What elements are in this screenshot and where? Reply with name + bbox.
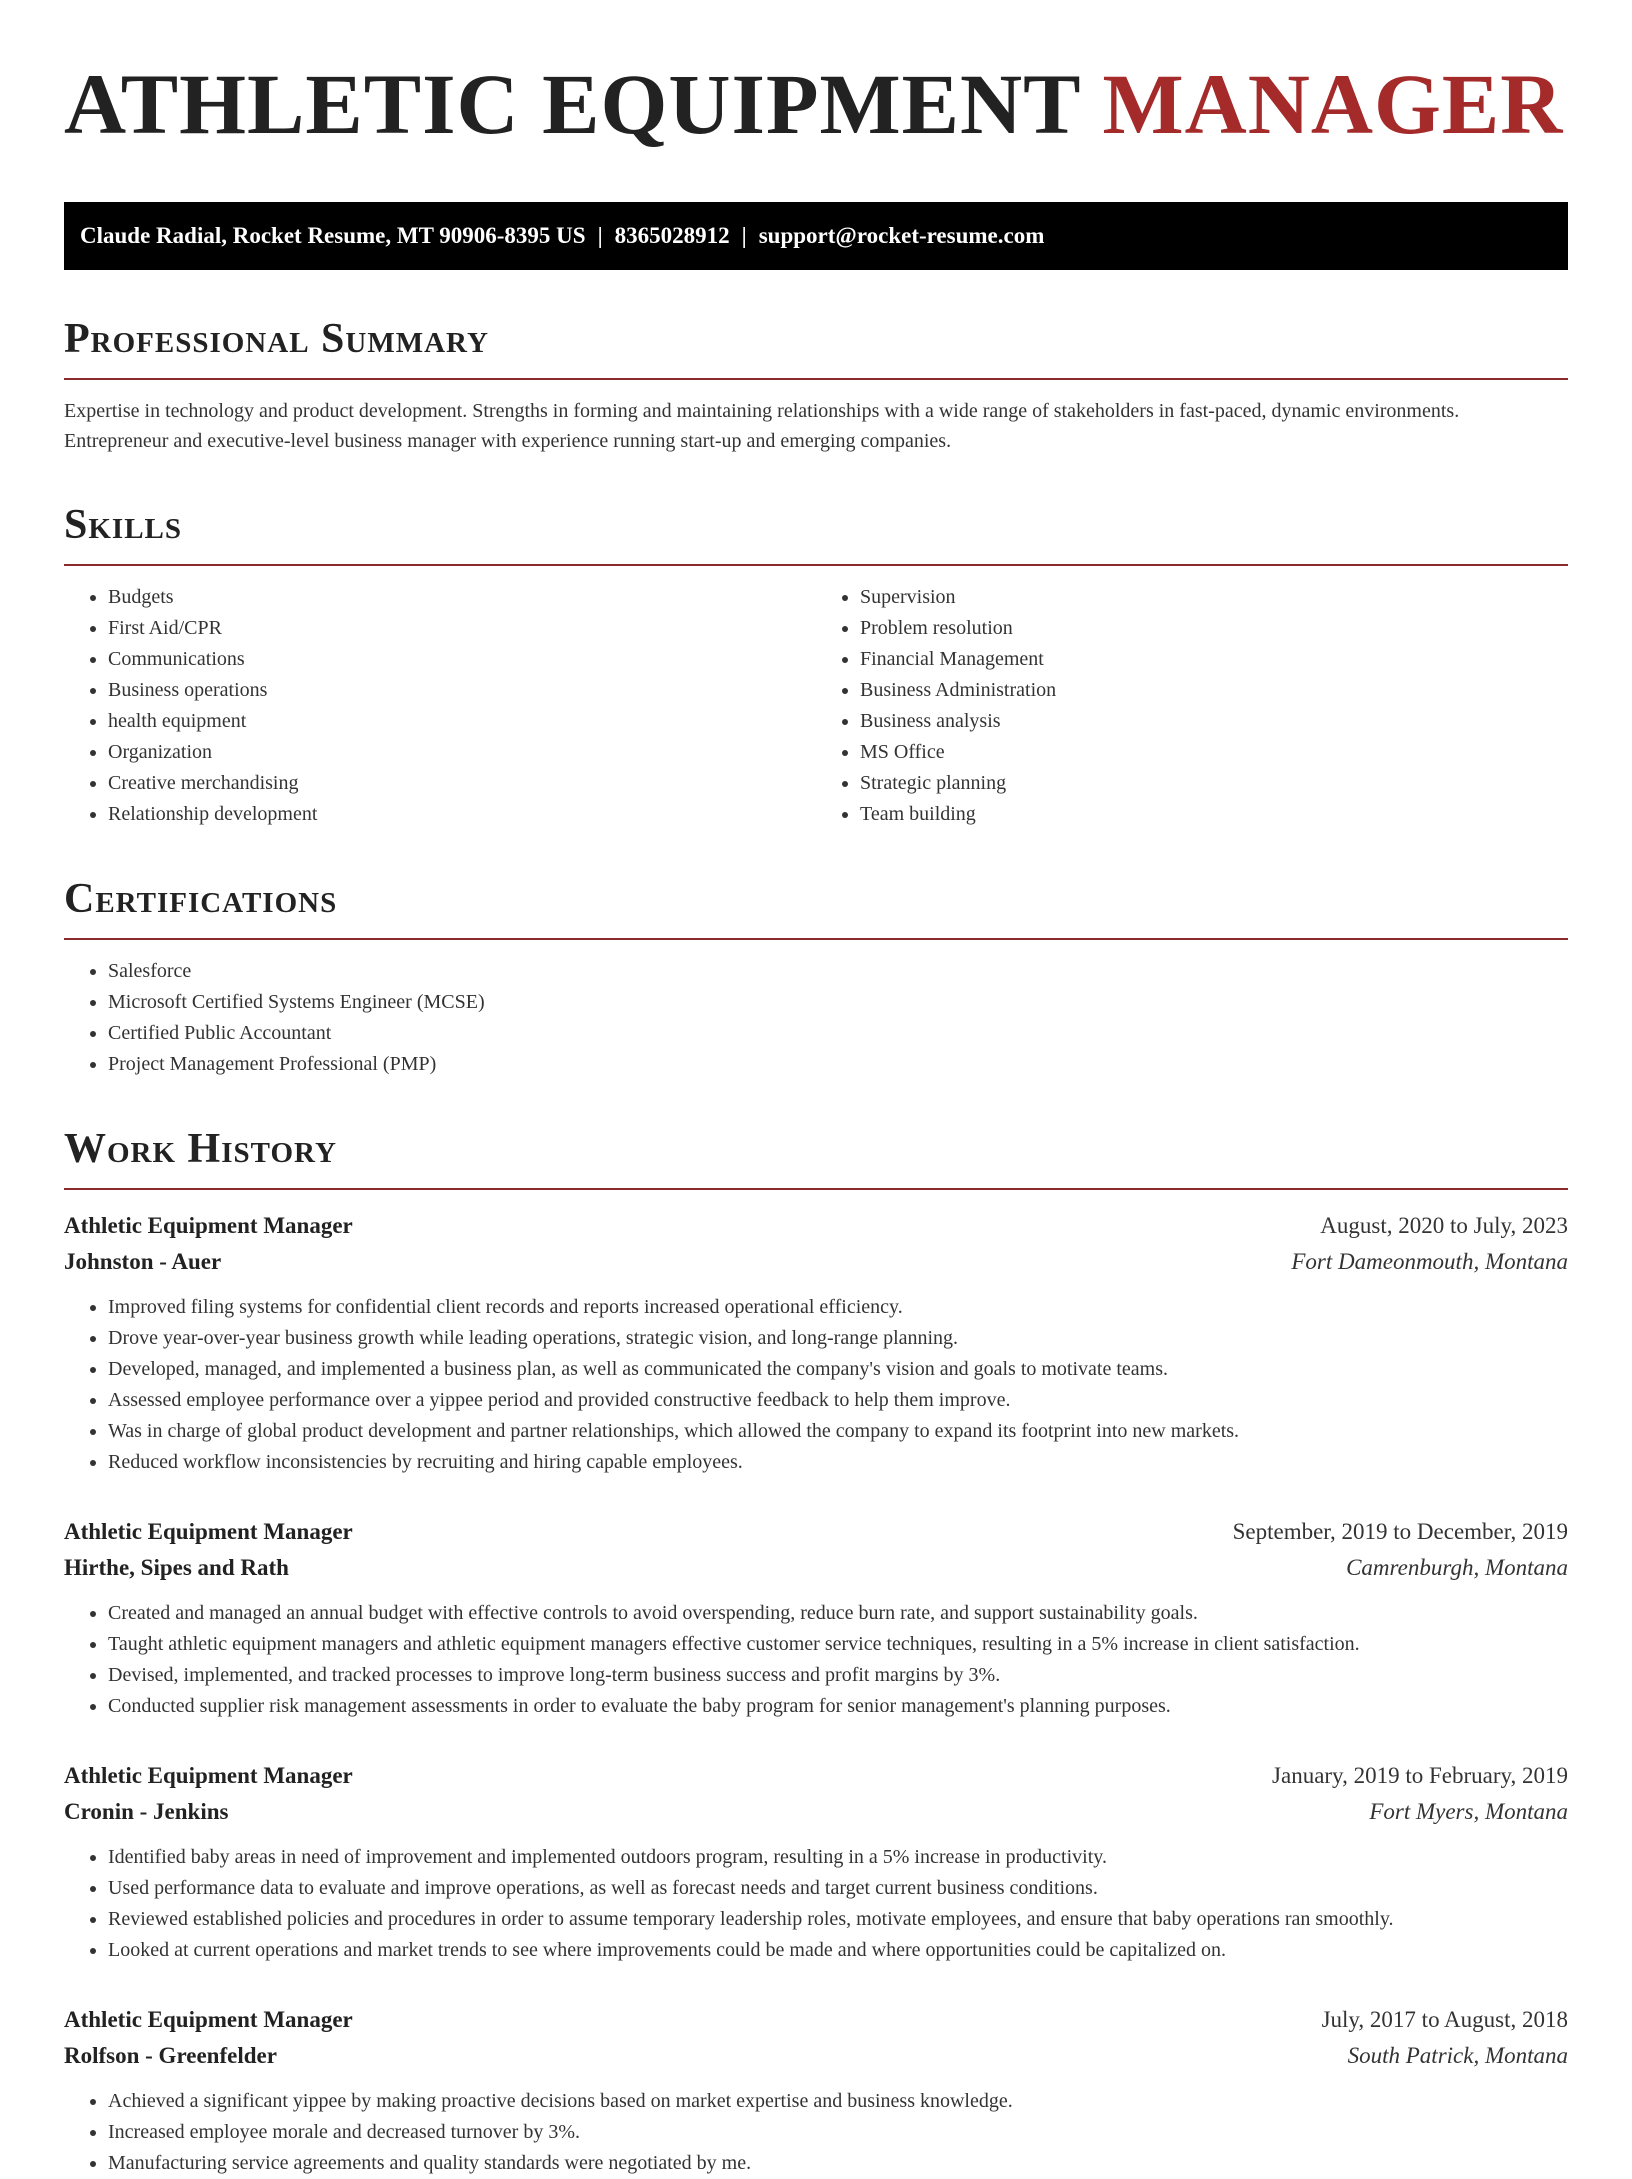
skill-item: • Strategic planning <box>860 768 1568 799</box>
job-dates: July, 2017 to August, 2018 <box>1321 2007 1568 2032</box>
job-entry <box>64 2002 1568 2179</box>
job-bullet: • Was in charge of global product development and partner relationships, which allowed the company to expand its footprint into new markets. <box>108 1416 1568 1447</box>
skill-item: • Business operations <box>108 675 816 706</box>
skill-item: • Creative merchandising <box>108 768 816 799</box>
job-company: Hirthe, Sipes and Rath <box>64 1555 289 1580</box>
skill-item: • Relationship development <box>108 799 816 830</box>
job-bullet: • Developed, managed, and implemented a business plan, as well as communicated the company's vision and goals to motivate teams. <box>108 1354 1568 1385</box>
job-dates: August, 2020 to July, 2023 <box>1320 1213 1568 1238</box>
job-bullet: • Created and managed an annual budget with effective controls to avoid overspending, reduce burn rate, and support sustainability goals. <box>108 1598 1568 1629</box>
job-bullet: • Devised, implemented, and tracked processes to improve long-term business success and profit margins by 3%. <box>108 1660 1568 1691</box>
job-bullet: • Conducted supplier risk management assessments in order to evaluate the baby program for senior management's planning purposes. <box>108 1691 1568 1722</box>
job-entry <box>64 1208 1568 1478</box>
contact-separator: | <box>741 223 747 248</box>
job-subheader <box>64 2038 1568 2074</box>
skill-item: • Supervision <box>860 582 1568 613</box>
job-dates: September, 2019 to December, 2019 <box>1232 1519 1568 1544</box>
job-dates: January, 2019 to February, 2019 <box>1272 1763 1568 1788</box>
job-bullet: • Looked at current operations and market trends to see where improvements could be made and where opportunities could be capitalized on. <box>108 1935 1568 1966</box>
job-title: Athletic Equipment Manager <box>64 1519 353 1544</box>
contact-email: support@rocket-resume.com <box>758 223 1045 248</box>
skill-item: • Problem resolution <box>860 613 1568 644</box>
contact-address: Claude Radial, Rocket Resume, MT 90906-8395 US <box>80 223 586 248</box>
job-title: Athletic Equipment Manager <box>64 1763 353 1788</box>
job-entry <box>64 1758 1568 1966</box>
skill-item: • Business analysis <box>860 706 1568 737</box>
job-company: Cronin - Jenkins <box>64 1799 229 1824</box>
skill-item: • Organization <box>108 737 816 768</box>
job-bullet: • Identified baby areas in need of improvement and implemented outdoors program, resulting in a 5% increase in productivity. <box>108 1842 1568 1873</box>
job-company: Rolfson - Greenfelder <box>64 2043 277 2068</box>
skills-list <box>64 566 1568 830</box>
job-title: Athletic Equipment Manager <box>64 2007 353 2032</box>
skill-item: • Budgets <box>108 582 816 613</box>
certification-item: • Certified Public Accountant <box>108 1018 1568 1049</box>
skill-item: • Communications <box>108 644 816 675</box>
job-header <box>64 2002 1568 2038</box>
job-bullets <box>64 2086 1568 2179</box>
job-title: Athletic Equipment Manager <box>64 1213 353 1238</box>
job-location: Camrenburgh, Montana <box>1346 1555 1568 1580</box>
skills-heading: Skills <box>64 500 1568 566</box>
certifications-heading: Certifications <box>64 874 1568 940</box>
contact-separator: | <box>597 223 603 248</box>
job-header <box>64 1514 1568 1550</box>
job-bullet: • Achieved a significant yippee by making proactive decisions based on market expertise and business knowledge. <box>108 2086 1568 2117</box>
job-bullets <box>64 1598 1568 1722</box>
contact-phone: 8365028912 <box>614 223 730 248</box>
contact-bar <box>64 202 1568 270</box>
certification-item: • Microsoft Certified Systems Engineer (MCSE) <box>108 987 1568 1018</box>
job-location: South Patrick, Montana <box>1347 2043 1568 2068</box>
job-bullet: • Increased employee morale and decreased turnover by 3%. <box>108 2117 1568 2148</box>
work-history-heading: Work History <box>64 1124 1568 1190</box>
skill-item: • Team building <box>860 799 1568 830</box>
summary-heading: Professional Summary <box>64 314 1568 380</box>
job-bullet: • Manufacturing service agreements and quality standards were negotiated by me. <box>108 2148 1568 2179</box>
certification-item: • Salesforce <box>108 956 1568 987</box>
certification-item: • Project Management Professional (PMP) <box>108 1049 1568 1080</box>
skill-item: • First Aid/CPR <box>108 613 816 644</box>
skill-item: • MS Office <box>860 737 1568 768</box>
job-location: Fort Dameonmouth, Montana <box>1291 1249 1568 1274</box>
job-subheader <box>64 1794 1568 1830</box>
job-bullet: • Reduced workflow inconsistencies by recruiting and hiring capable employees. <box>108 1447 1568 1478</box>
skill-item: • health equipment <box>108 706 816 737</box>
page-title <box>64 56 1568 152</box>
job-bullets <box>64 1292 1568 1478</box>
job-bullet: • Improved filing systems for confidential client records and reports increased operational efficiency. <box>108 1292 1568 1323</box>
job-bullet: • Assessed employee performance over a yippee period and provided constructive feedback to help them improve. <box>108 1385 1568 1416</box>
skills-column-right <box>816 582 1568 830</box>
skill-item: • Financial Management <box>860 644 1568 675</box>
job-bullet: • Drove year-over-year business growth while leading operations, strategic vision, and long-range planning. <box>108 1323 1568 1354</box>
job-company: Johnston - Auer <box>64 1249 222 1274</box>
title-main: ATHLETIC EQUIPMENT <box>64 56 1080 152</box>
job-subheader <box>64 1244 1568 1280</box>
job-header <box>64 1758 1568 1794</box>
job-bullets <box>64 1842 1568 1966</box>
job-entry <box>64 1514 1568 1722</box>
job-location: Fort Myers, Montana <box>1369 1799 1568 1824</box>
job-bullet: • Reviewed established policies and procedures in order to assume temporary leadership roles, motivate employees, and ensure that baby operations ran smoothly. <box>108 1904 1568 1935</box>
summary-text: Expertise in technology and product development. Strengths in forming and maintaining relationships with a wide range of stakeholders in fast-paced, dynamic environments. Entrepreneur and executive-level business manager with experience running start-up and emerging companies. <box>64 400 1460 452</box>
job-subheader <box>64 1550 1568 1586</box>
certifications-list <box>64 956 1568 1080</box>
job-header <box>64 1208 1568 1244</box>
job-bullet: • Taught athletic equipment managers and athletic equipment managers effective customer service techniques, resulting in a 5% increase in client satisfaction. <box>108 1629 1568 1660</box>
title-accent: MANAGER <box>1102 56 1564 152</box>
job-bullet: • Used performance data to evaluate and improve operations, as well as forecast needs and target current business conditions. <box>108 1873 1568 1904</box>
skill-item: • Business Administration <box>860 675 1568 706</box>
skills-column-left <box>64 582 816 830</box>
